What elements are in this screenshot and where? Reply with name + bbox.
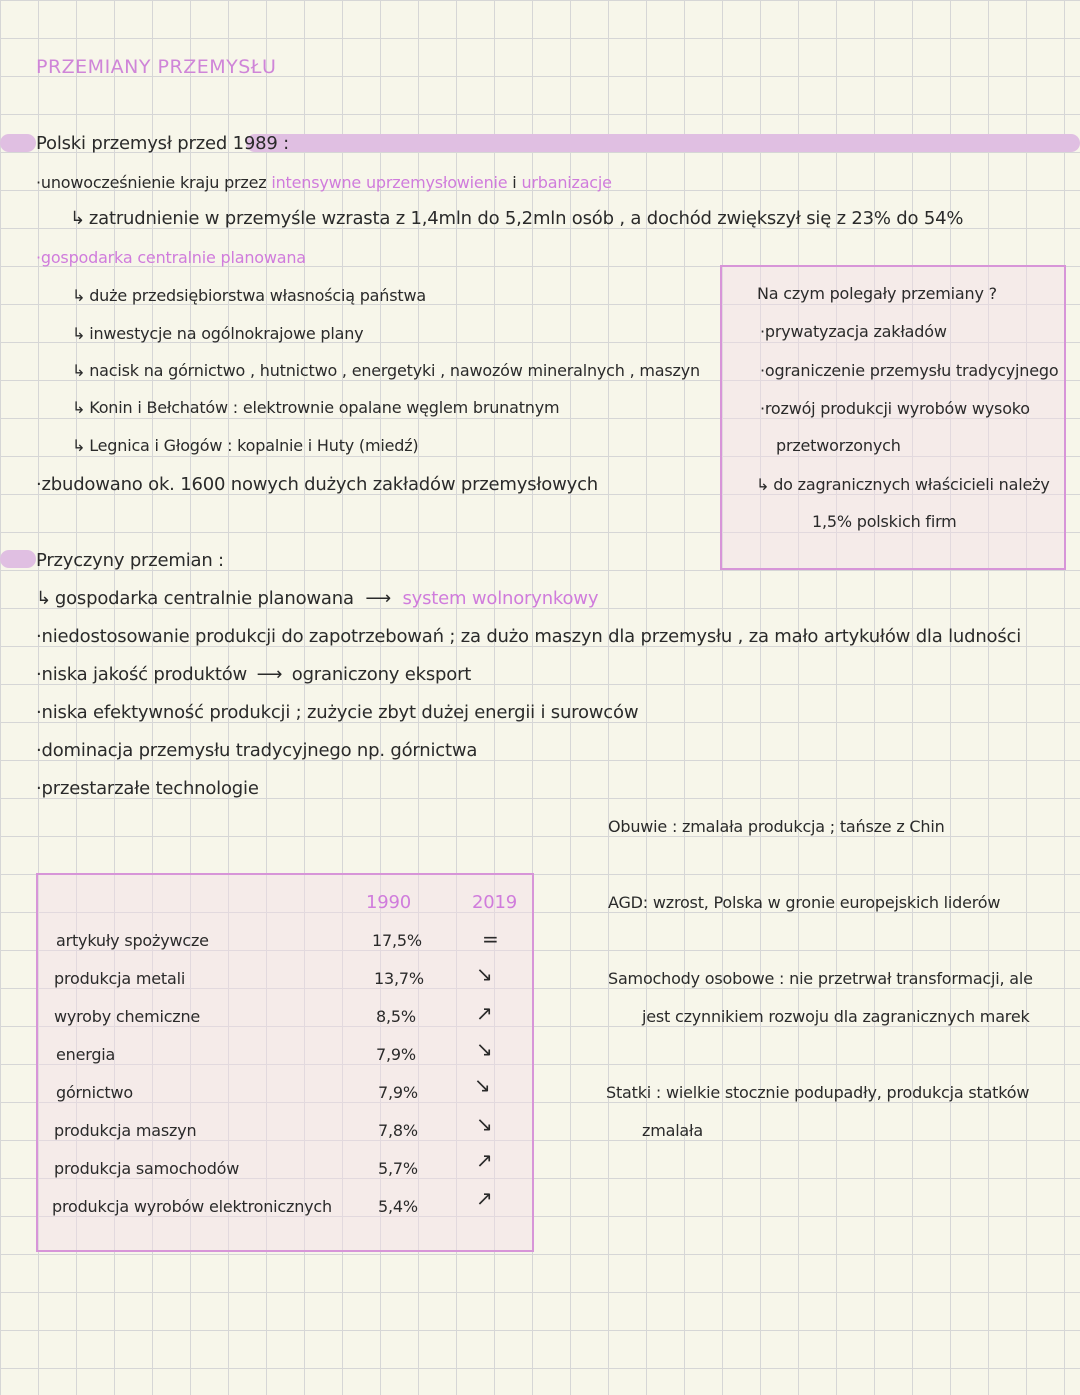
- note-appliances: AGD: wzrost, Polska w gronie europejskich liderów: [608, 893, 1001, 912]
- note-ships-2: zmalała: [642, 1121, 703, 1140]
- trend-down-icon: ↘: [474, 1073, 491, 1097]
- line-dominance: ·dominacja przemysłu tradycyjnego np. górnictwa: [36, 740, 478, 761]
- trend-up-icon: ↗: [476, 1001, 493, 1025]
- arrow-sub-icon: ↳: [70, 208, 85, 229]
- note-cars-1: Samochody osobowe : nie przetrwał transformacji, ale: [608, 969, 1033, 988]
- table-row-value: 7,9%: [376, 1045, 416, 1064]
- line-modernization: ·unowocześnienie kraju przez intensywne uprzemysłowienie i urbanizacje: [36, 173, 612, 192]
- note-ships-1: Statki : wielkie stocznie podupadły, produkcja statków: [606, 1083, 1030, 1102]
- table-row-label: produkcja metali: [54, 969, 186, 988]
- line-employment: ↳ zatrudnienie w przemyśle wzrasta z 1,4mln do 5,2mln osób , a dochód zwiększył się z 23% do 54%: [70, 208, 964, 229]
- arrow-sub-icon: ↳: [72, 286, 86, 305]
- trend-down-icon: ↘: [476, 1112, 493, 1136]
- arrow-sub-icon: ↳: [72, 324, 86, 343]
- table-row-label: produkcja wyrobów elektronicznych: [52, 1197, 332, 1216]
- trend-down-icon: ↘: [476, 962, 493, 986]
- term-urbanization: urbanizacje: [521, 173, 612, 192]
- bullet-2: ↳ nacisk na górnictwo , hutnictwo , energetyki , nawozów mineralnych , maszyn: [72, 361, 700, 380]
- arrow-right-icon: ⟶: [256, 664, 283, 685]
- table-row-value: 17,5%: [372, 931, 422, 950]
- trend-up-icon: ↗: [476, 1148, 493, 1172]
- sidebox-item-0: ·prywatyzacja zakładów: [760, 322, 947, 341]
- bullet-3: ↳ Konin i Bełchatów : elektrownie opalane węglem brunatnym: [72, 398, 560, 417]
- sidebox-item-1: ·ograniczenie przemysłu tradycyjnego: [760, 361, 1059, 380]
- arrow-right-icon: ↳: [756, 475, 770, 494]
- line-planned-to-market: ↳ gospodarka centralnie planowana ⟶ system wolnorynkowy: [36, 588, 599, 609]
- highlight-bar-right: [246, 134, 1080, 152]
- table-row-value: 8,5%: [376, 1007, 416, 1026]
- arrow-sub-icon: ↳: [72, 361, 86, 380]
- section-heading-causes: Przyczyny przemian :: [36, 550, 224, 571]
- highlight-bar-left-2: [0, 550, 36, 568]
- highlight-bar-left: [0, 134, 36, 152]
- bullet-1: ↳ inwestycje na ogólnokrajowe plany: [72, 324, 364, 343]
- trend-up-icon: ↗: [476, 1186, 493, 1210]
- table-row-value: 5,7%: [378, 1159, 418, 1178]
- trend-down-icon: ↘: [476, 1037, 493, 1061]
- term-free-market: system wolnorynkowy: [402, 588, 599, 609]
- sidebox-item-2: ·rozwój produkcji wyrobów wysoko: [760, 399, 1030, 418]
- sidebox-item-5: 1,5% polskich firm: [812, 512, 957, 531]
- section-heading-before-1989: Polski przemysł przed 1989 :: [36, 133, 289, 154]
- line-outdated: ·przestarzałe technologie: [36, 778, 259, 799]
- sidebox-title: Na czym polegały przemiany ?: [757, 284, 997, 303]
- table-header-2019: 2019: [472, 892, 518, 913]
- page-title: PRZEMIANY PRZEMYSŁU: [36, 56, 277, 78]
- table-row-value: 5,4%: [378, 1197, 418, 1216]
- bullet-0: ↳ duże przedsiębiorstwa własnością państwa: [72, 286, 426, 305]
- table-row-label: energia: [56, 1045, 116, 1064]
- sidebox-item-4: ↳ do zagranicznych właścicieli należy: [756, 475, 1050, 494]
- arrow-right-icon: ⟶: [365, 588, 391, 609]
- table-row-label: produkcja maszyn: [54, 1121, 197, 1140]
- arrow-sub-icon: ↳: [72, 436, 86, 455]
- table-row-value: 7,9%: [378, 1083, 418, 1102]
- table-row-label: artykuły spożywcze: [56, 931, 209, 950]
- note-cars-2: jest czynnikiem rozwoju dla zagranicznych marek: [642, 1007, 1030, 1026]
- line-low-quality: ·niska jakość produktów ⟶ ograniczony eksport: [36, 664, 472, 685]
- line-mismatch: ·niedostosowanie produkcji do zapotrzebowań ; za dużo maszyn dla przemysłu , za mało artykułów dla ludności: [36, 626, 1022, 647]
- line-new-plants: ·zbudowano ok. 1600 nowych dużych zakładów przemysłowych: [36, 474, 598, 495]
- sidebox-item-3: przetworzonych: [776, 436, 901, 455]
- table-row-label: wyroby chemiczne: [54, 1007, 201, 1026]
- note-footwear: Obuwie : zmalała produkcja ; tańsze z Chin: [608, 817, 945, 836]
- table-row-label: produkcja samochodów: [54, 1159, 240, 1178]
- term-central-planning: ·gospodarka centralnie planowana: [36, 248, 306, 267]
- trend-equal-icon: =: [482, 927, 499, 951]
- arrow-sub-icon: ↳: [36, 588, 51, 609]
- table-row-value: 13,7%: [374, 969, 424, 988]
- table-header-1990: 1990: [366, 892, 412, 913]
- term-industrialization: intensywne uprzemysłowienie: [271, 173, 508, 192]
- table-row-value: 7,8%: [378, 1121, 418, 1140]
- arrow-sub-icon: ↳: [72, 398, 86, 417]
- line-efficiency: ·niska efektywność produkcji ; zużycie zbyt dużej energii i surowców: [36, 702, 639, 723]
- bullet-4: ↳ Legnica i Głogów : kopalnie i Huty (miedź): [72, 436, 419, 455]
- table-row-label: górnictwo: [56, 1083, 133, 1102]
